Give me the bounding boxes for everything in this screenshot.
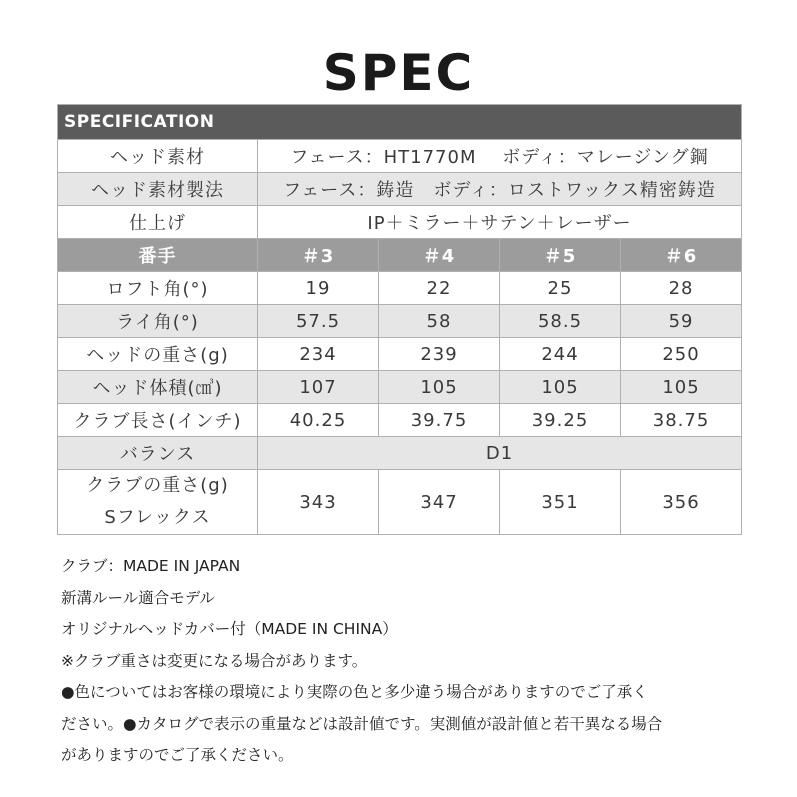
page-title: SPEC — [322, 44, 475, 102]
notes — [61, 551, 751, 772]
cell-value: 25 — [500, 272, 621, 305]
table-row — [58, 437, 742, 470]
cell-value: 58 — [379, 305, 500, 338]
cell-value: 19 — [258, 272, 379, 305]
row-label: ヘッド素材製法 — [58, 173, 258, 206]
table-row — [58, 206, 742, 239]
cell-value: 57.5 — [258, 305, 379, 338]
cell-value: 39.25 — [500, 404, 621, 437]
note-line: オリジナルヘッドカバー付（MADE IN CHINA） — [61, 620, 398, 638]
table-row — [58, 173, 742, 206]
number-header-col: ＃5 — [500, 239, 621, 272]
cell-value: 343 — [258, 470, 379, 535]
cell-value: 40.25 — [258, 404, 379, 437]
cell-value: 58.5 — [500, 305, 621, 338]
row-label — [58, 470, 258, 535]
table-row — [58, 371, 742, 404]
table-row — [58, 338, 742, 371]
table-row — [58, 305, 742, 338]
row-label: ヘッド素材 — [58, 140, 258, 173]
table-row — [58, 404, 742, 437]
spec-table — [57, 104, 742, 535]
row-label: クラブ長さ(インチ) — [58, 404, 258, 437]
row-value: フェース：HT1770M ボディ：マレージング鋼 — [258, 140, 742, 173]
table-row — [58, 140, 742, 173]
number-header-col: ＃4 — [379, 239, 500, 272]
cell-value: 347 — [379, 470, 500, 535]
cell-value: 107 — [258, 371, 379, 404]
number-header-col: ＃3 — [258, 239, 379, 272]
cell-value: 244 — [500, 338, 621, 371]
row-label-line: Sフレックス — [104, 507, 211, 528]
row-label: ヘッドの重さ(g) — [58, 338, 258, 371]
row-label: バランス — [58, 437, 258, 470]
row-label: ライ角(°) — [58, 305, 258, 338]
cell-value: 234 — [258, 338, 379, 371]
table-header-row — [58, 105, 742, 140]
cell-value: 28 — [621, 272, 742, 305]
number-header-col: ＃6 — [621, 239, 742, 272]
note-line: がありますのでご了承ください。 — [61, 746, 294, 764]
note-line: ださい。●カタログで表示の重量などは設計値です。実測値が設計値と若干異なる場合 — [61, 714, 663, 733]
cell-value: 105 — [621, 371, 742, 404]
cell-value: 105 — [379, 371, 500, 404]
row-label: 仕上げ — [58, 206, 258, 239]
cell-value: 38.75 — [621, 404, 742, 437]
cell-value: 39.75 — [379, 404, 500, 437]
row-label: ロフト角(°) — [58, 272, 258, 305]
cell-value: 22 — [379, 272, 500, 305]
note-line: クラブ：MADE IN JAPAN — [61, 557, 241, 575]
table-row — [58, 470, 742, 535]
cell-value: 105 — [500, 371, 621, 404]
note-line: ※クラブ重さは変更になる場合があります。 — [61, 651, 368, 670]
number-header-row — [58, 239, 742, 272]
note-line: ●色についてはお客様の環境により実際の色と多少違う場合がありますのでご了承く — [61, 683, 648, 701]
row-value: D1 — [258, 437, 742, 470]
cell-value: 250 — [621, 338, 742, 371]
table-header: SPECIFICATION — [58, 105, 742, 140]
row-label: ヘッド体積(㎤) — [58, 371, 258, 404]
row-label-line: クラブの重さ(g) — [86, 475, 229, 496]
cell-value: 59 — [621, 305, 742, 338]
table-row — [58, 272, 742, 305]
cell-value: 351 — [500, 470, 621, 535]
cell-value: 356 — [621, 470, 742, 535]
note-line: 新溝ルール適合モデル — [61, 588, 215, 607]
row-value: フェース：鋳造 ボディ：ロストワックス精密鋳造 — [258, 173, 742, 206]
row-value: IP＋ミラー＋サテン＋レーザー — [258, 206, 742, 239]
cell-value: 239 — [379, 338, 500, 371]
number-header-label: 番手 — [58, 239, 258, 272]
